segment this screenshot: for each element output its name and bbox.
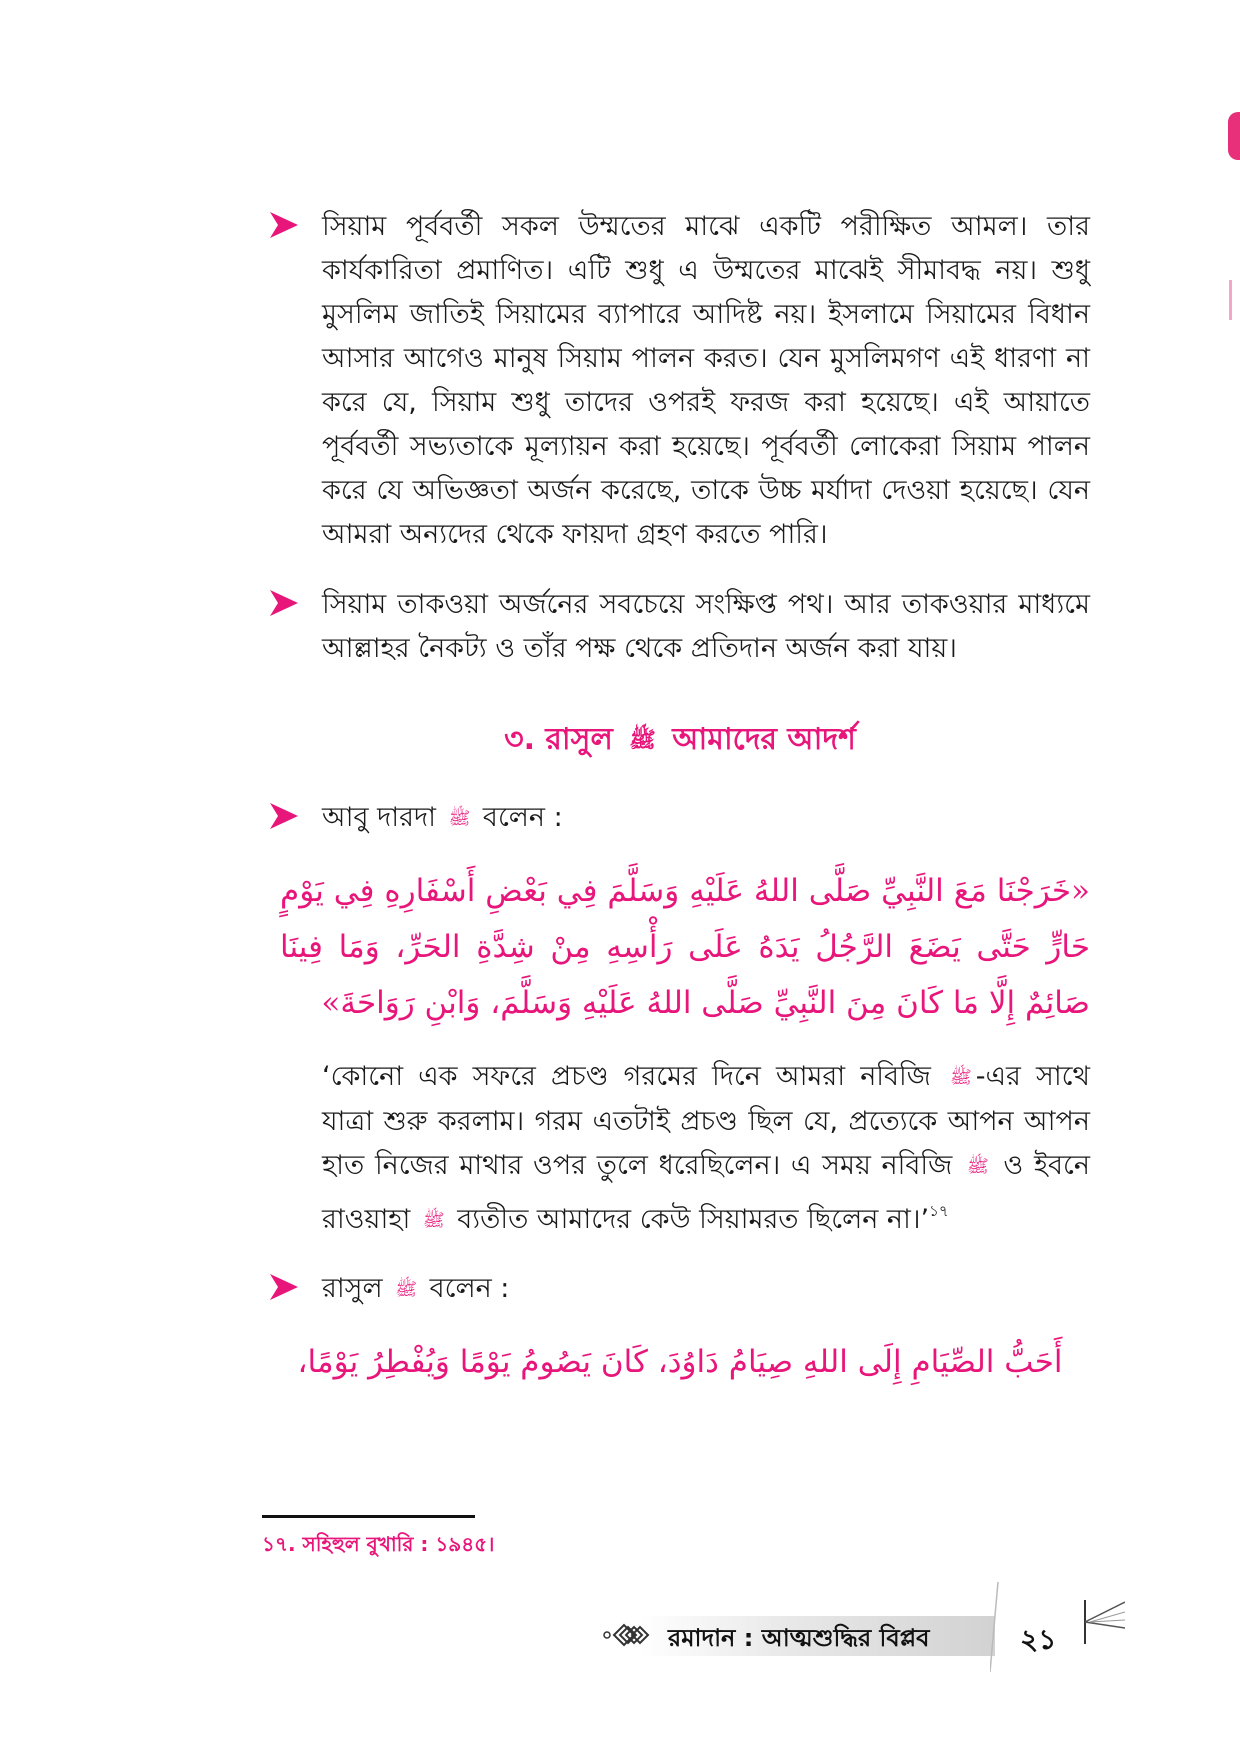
section-heading	[270, 715, 1090, 766]
hadith-translation	[270, 1055, 1090, 1243]
corner-decoration-icon	[990, 1582, 1125, 1672]
footnote-ref: ১৭	[929, 1202, 949, 1220]
arrow-bullet-icon	[268, 588, 300, 618]
salutation-glyph: ﷺ	[966, 1156, 989, 1177]
bullet-item	[270, 205, 1090, 557]
arrow-bullet-icon	[268, 801, 300, 831]
bullet-text: সিয়াম তাকওয়া অর্জনের সবচেয়ে সংক্ষিপ্ত পথ। আর তাকওয়ার মাধ্যমে আল্লাহর নৈকট্য ও তাঁর পক্ষ থেকে প্রতিদান অর্জন করা যায়।	[322, 589, 1090, 664]
salutation-glyph: ﷺ	[629, 728, 656, 753]
bullet-text: সিয়াম পূর্ববর্তী সকল উম্মতের মাঝে একটি পরীক্ষিত আমল। তার কার্যকারিতা প্রমাণিত। এটি শুধু এ উম্মতের মাঝেই সীমাবদ্ধ নয়। শুধু মুসলিম জাতিই সিয়ামের ব্যাপারে আদিষ্ট নয়। ইসলামে সিয়ামের বিধান আসার আগেও মানুষ সিয়াম পালন করত। যেন মুসলিমগণ এই ধারণা না করে যে, সিয়াম শুধু তাদের ওপরই ফরজ করা হয়েছে। এই আয়াতে পূর্ববর্তী সভ্যতাকে মূল্যায়ন করা হয়েছে। পূর্ববর্তী লোকেরা সিয়াম পালন করে যে অভিজ্ঞতা অর্জন করেছে, তাকে উচ্চ মর্যাদা দেওয়া হয়েছে। যেন আমরা অন্যদের থেকে ফায়দা গ্রহণ করতে পারি।	[322, 211, 1090, 550]
bullet-text	[322, 796, 1090, 841]
page-edge-mark	[1229, 280, 1232, 320]
page-edge-tab	[1228, 112, 1240, 160]
footnote-divider	[262, 1515, 475, 1518]
bullet-item	[270, 796, 1090, 841]
heading-text: আমাদের আদর্শ	[672, 722, 856, 757]
arrow-bullet-icon	[268, 1272, 300, 1302]
translation-text: ও ইবনে রাওয়াহা	[322, 1150, 1091, 1235]
salutation-glyph: ﷺ	[950, 1067, 972, 1088]
arabic-hadith: «خَرَجْنَا مَعَ النَّبِيِّ صَلَّى اللهُ عَلَيْهِ وَسَلَّمَ فِي بَعْضِ أَسْفَارِهِ فِي يَوْمٍ حَارٍّ حَتَّى يَضَعَ الرَّجُلُ يَدَهُ عَلَى رَأْسِهِ مِنْ شِدَّةِ الحَرِّ، وَمَا فِينَا صَائِمٌ إِلَّا مَا كَانَ مِنَ النَّبِيِّ صَلَّى اللهُ عَلَيْهِ وَسَلَّمَ، وَابْنِ رَوَاحَةَ»	[280, 873, 1090, 1021]
bullet-item	[270, 583, 1090, 671]
page-number: ২১	[1020, 1623, 1057, 1656]
ornament-icon	[602, 1620, 650, 1650]
translation-text: -এর সাথে যাত্রা শুরু করলাম। গরম এতটাই প্রচণ্ড ছিল যে, প্রত্যেকে আপন আপন হাত নিজের মাথার ওপর তুলে ধরেছিলেন। এ সময় নবিজি	[322, 1061, 1090, 1181]
translation-text: ‘কোনো এক সফরে প্রচণ্ড গরমের দিনে আমরা নবিজি	[322, 1061, 931, 1092]
narrator-name: আবু দারদা	[322, 802, 436, 833]
salutation-glyph: ﷺ	[422, 1210, 445, 1231]
arabic-hadith: أَحَبُّ الصِّيَامِ إِلَى اللهِ صِيَامُ دَاوُدَ، كَانَ يَصُومُ يَوْمًا وَيُفْطِرُ يَوْمًا،	[297, 1344, 1063, 1380]
narrator-name: রাসুল	[322, 1273, 383, 1304]
narrator-says: বলেন :	[482, 802, 563, 833]
narrator-says: বলেন :	[429, 1273, 510, 1304]
arrow-bullet-icon	[268, 210, 300, 240]
bullet-text	[322, 1267, 1090, 1312]
page-content	[270, 205, 1090, 1390]
book-title: রমাদান : আত্মশুদ্ধির বিপ্লব	[668, 1624, 930, 1652]
heading-text: ৩. রাসুল	[504, 722, 613, 757]
page-footer	[0, 1614, 1240, 1674]
translation-text: ব্যতীত আমাদের কেউ সিয়ামরত ছিলেন না।’	[457, 1204, 930, 1235]
salutation-glyph: ﷺ	[395, 1279, 417, 1300]
footnote-text: ১৭. সহিহুল বুখারি : ১৯৪৫।	[262, 1532, 495, 1556]
salutation-glyph: ﷺ	[448, 808, 471, 829]
bullet-item	[270, 1267, 1090, 1312]
